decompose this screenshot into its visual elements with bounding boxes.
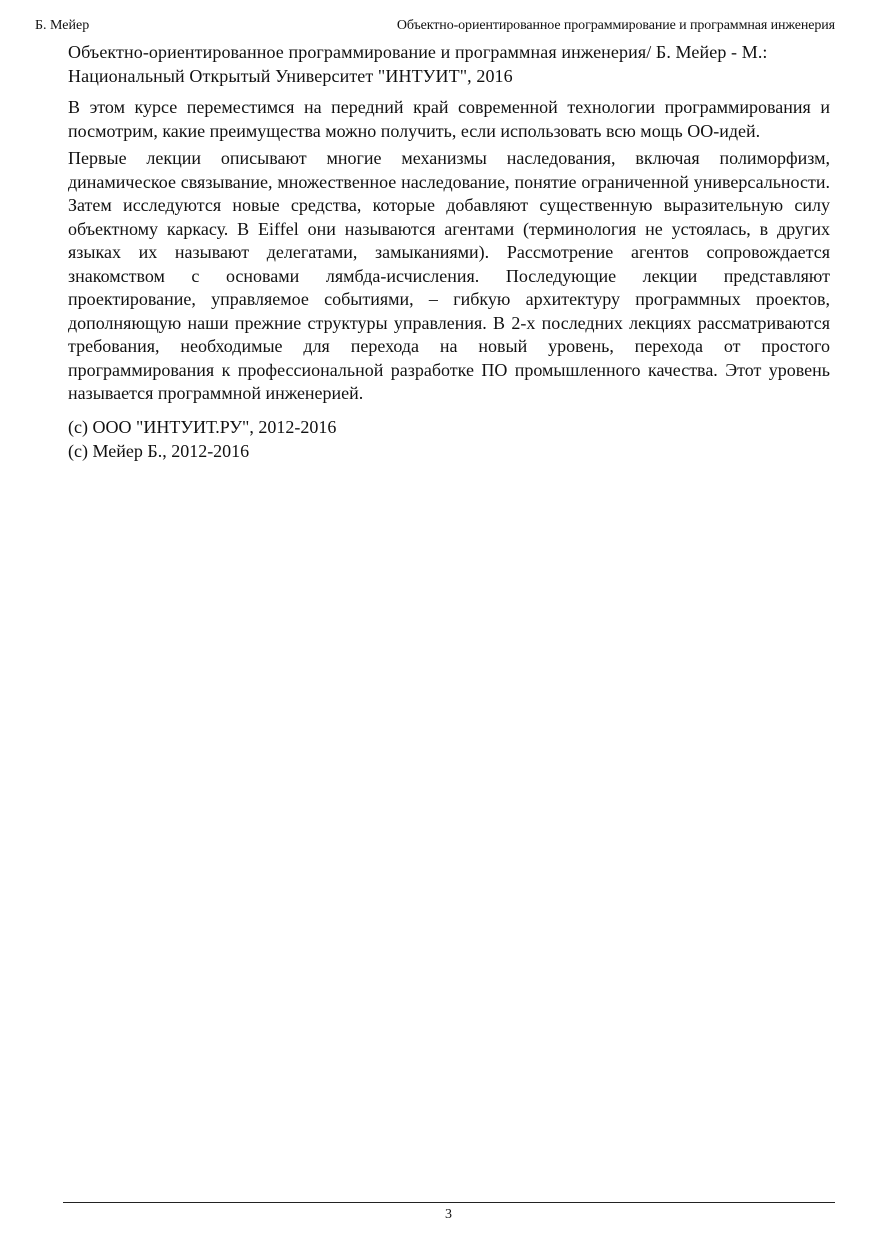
footer-divider <box>63 1202 835 1203</box>
copyright-publisher: (c) ООО "ИНТУИТ.РУ", 2012-2016 <box>68 416 337 437</box>
header-title: Объектно-ориентированное программирование и программная инженерия <box>396 18 835 33</box>
copyright-block <box>68 415 830 463</box>
page-number: 3 <box>445 1207 452 1222</box>
page-content <box>68 40 830 463</box>
copyright-author: (c) Мейер Б., 2012-2016 <box>68 440 250 461</box>
running-header <box>35 17 835 37</box>
paragraph-lectures: Первые лекции описывают многие механизмы наследования, включая полиморфизм, динамическое связывание, множественное наследование, понятие ограниченной универсальности. Затем исследуются новые средства, которые добавляют существенную выразительную силу объектному каркасу. В Eiffel они называются агентами (терминология не устоялась, в других языках их называют делегатами, замыканиями). Рассмотрение агентов сопровождается знакомством с основами лямбда-исчисления. Последующие лекции представляют проектирование, управляемое событиями, – гибкую архитектуру программных проектов, дополняющую наши прежние структуры управления. В 2-х последних лекциях рассматриваются требования, необходимые для перехода на новый уровень, перехода от простого программирования к профессиональной разработке ПО промышленного качества. Этот уровень называется программной инженерией. <box>68 148 830 403</box>
bibliographic-citation: Объектно-ориентированное программирование и программная инженерия/ Б. Мейер - М.: Национальный Открытый Университет "ИНТУИТ", 2016 <box>68 42 768 86</box>
paragraph-intro: В этом курсе переместимся на передний край современной технологии программирования и посмотрим, какие преимущества можно получить, если использовать всю мощь ОО-идей. <box>68 97 830 141</box>
header-author: Б. Мейер <box>35 18 90 33</box>
